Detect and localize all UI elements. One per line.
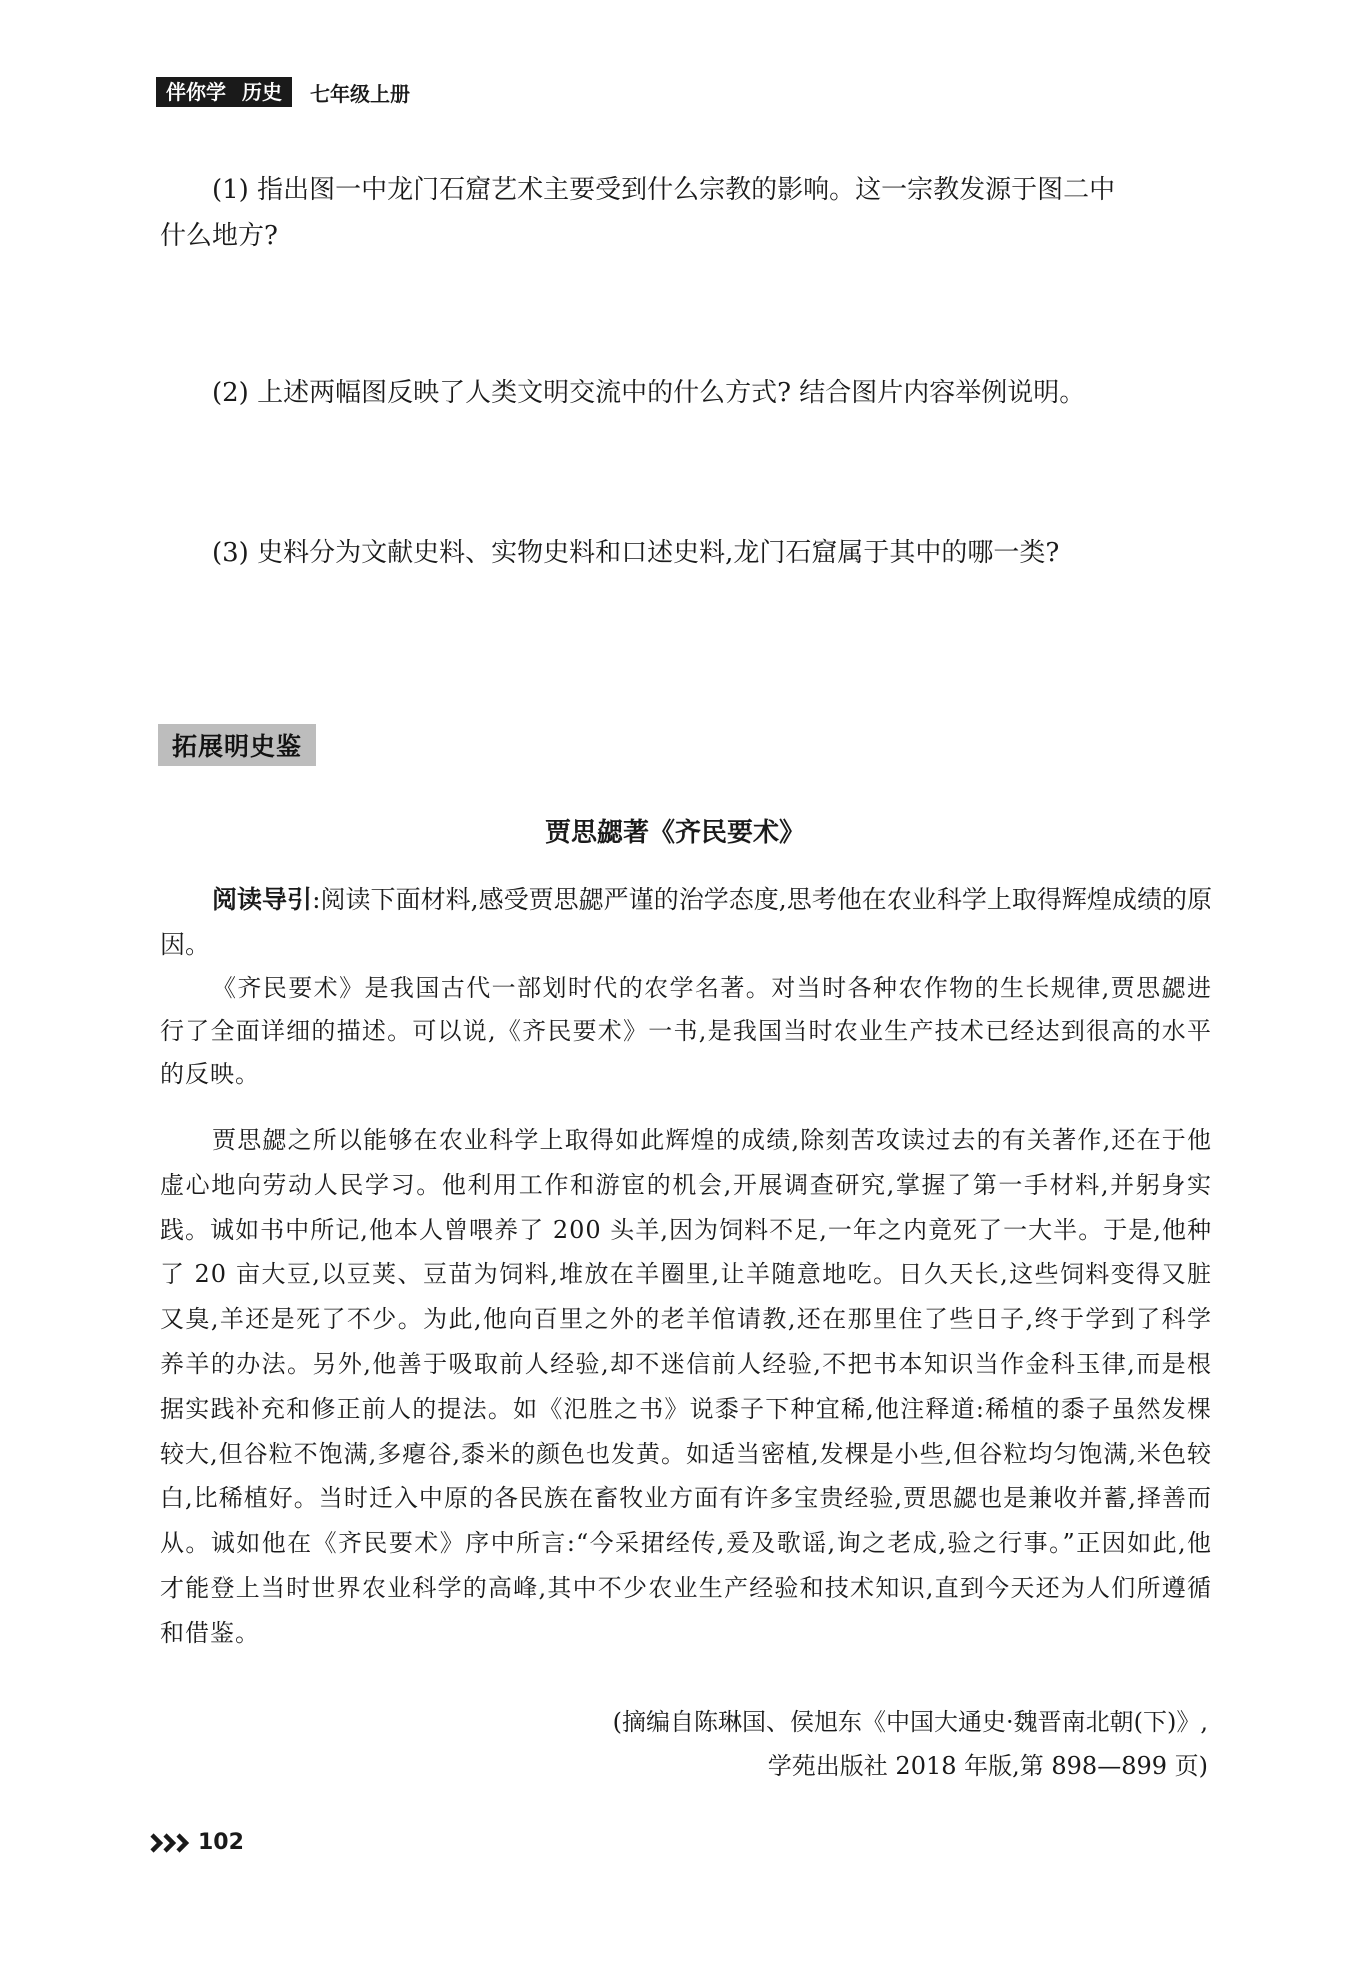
question-1-line1: (1) 指出图一中龙门石窟艺术主要受到什么宗教的影响。这一宗教发源于图二中 <box>212 175 1116 205</box>
series-badge <box>156 77 292 107</box>
question-1 <box>160 167 1210 259</box>
question-2-text: (2) 上述两幅图反映了人类文明交流中的什么方式? 结合图片内容举例说明。 <box>212 378 1086 408</box>
section-banner: 拓展明史鉴 <box>158 724 316 766</box>
triple-chevron-icon <box>150 1832 194 1854</box>
page-number: 102 <box>198 1830 244 1855</box>
running-header <box>156 76 410 108</box>
reading-guide-label: 阅读导引 <box>212 885 313 914</box>
question-1-line2: 什么地方? <box>160 221 278 251</box>
reading-guide-text: :阅读下面材料,感受贾思勰严谨的治学态度,思考他在农业科学上取得辉煌成绩的原因。 <box>160 885 1212 959</box>
page-footer <box>150 1830 244 1855</box>
series-name: 伴你学 <box>166 80 226 104</box>
subject-name: 历史 <box>242 80 282 104</box>
question-3-text: (3) 史料分为文献史料、实物史料和口述史料,龙门石窟属于其中的哪一类? <box>212 538 1060 568</box>
question-3 <box>160 530 1210 576</box>
source-citation-line1: (摘编自陈琳国、侯旭东《中国大通史·魏晋南北朝(下)》, <box>612 1708 1208 1736</box>
reading-guide <box>160 877 1212 967</box>
grade-label: 七年级上册 <box>310 81 410 106</box>
article-title: 贾思勰著《齐民要术》 <box>544 818 805 848</box>
article-paragraph-2: 贾思勰之所以能够在农业科学上取得如此辉煌的成绩,除刻苦攻读过去的有关著作,还在于他虚心地向劳动人民学习。他利用工作和游宦的机会,开展调查研究,掌握了第一手材料,并躬身实践。诚如书中所记,他本人曾喂养了 200 头羊,因为饲料不足,一年之内竟死了一大半。于是,他种了 20 亩大豆,以豆荚、豆苗为饲料,堆放在羊圈里,让羊随意地吃。日久天长,这些饲料变得又脏又臭,羊还是死了不少。为此,他向百里之外的老羊倌请教,还在那里住了些日子,终于学到了科学养羊的办法。另外,他善于吸取前人经验,却不迷信前人经验,不把书本知识当作金科玉律,而是根据实践补充和修正前人的提法。如《氾胜之书》说黍子下种宜稀,他注释道:稀植的黍子虽然发棵较大,但谷粒不饱满,多瘪谷,黍米的颜色也发黄。如适当密植,发棵是小些,但谷粒均匀饱满,米色较白,比稀植好。当时迁入中原的各民族在畜牧业方面有许多宝贵经验,贾思勰也是兼收并蓄,择善而从。诚如他在《齐民要术》序中所言:“今采捃经传,爰及歌谣,询之老成,验之行事。”正因如此,他才能登上当时世界农业科学的高峰,其中不少农业生产经验和技术知识,直到今天还为人们所遵循和借鉴。 <box>160 1126 1212 1647</box>
source-citation-line2: 学苑出版社 2018 年版,第 898—899 页) <box>767 1752 1208 1780</box>
article-paragraph-1: 《齐民要术》是我国古代一部划时代的农学名著。对当时各种农作物的生长规律,贾思勰进行了全面详细的描述。可以说,《齐民要术》一书,是我国当时农业生产技术已经达到很高的水平的反映。 <box>160 974 1212 1088</box>
question-2 <box>160 370 1210 416</box>
